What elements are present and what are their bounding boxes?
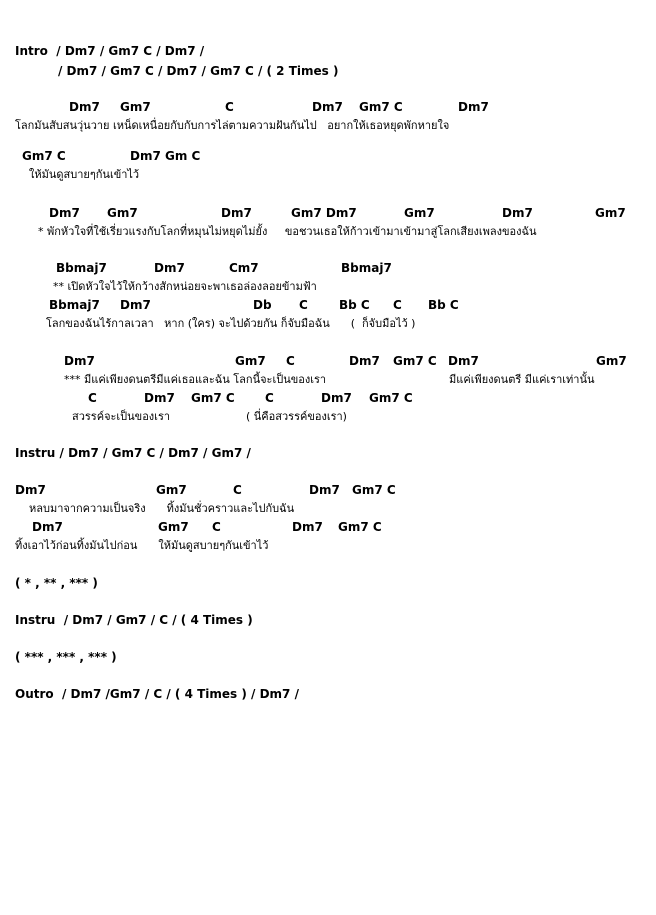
verse-1-lyric-2: ให้มันดูสบายๆกันเข้าไว้ bbox=[29, 168, 140, 181]
chord: Gm7 bbox=[596, 354, 627, 368]
chord: Gm7 bbox=[235, 354, 266, 368]
chord: Gm7 bbox=[107, 206, 138, 220]
outro-line: Outro / Dm7 /Gm7 / C / ( 4 Times ) / Dm7 / bbox=[15, 687, 299, 701]
chord: Gm7 Dm7 bbox=[291, 206, 357, 220]
repeat-sections-2: ( *** , *** , *** ) bbox=[15, 650, 117, 664]
chord: Bbmaj7 bbox=[56, 261, 107, 275]
chord: Dm7 bbox=[321, 391, 352, 405]
chord: Dm7 bbox=[221, 206, 252, 220]
chord: Gm7 C bbox=[369, 391, 413, 405]
chord: Gm7 C bbox=[359, 100, 403, 114]
chord: Dm7 bbox=[458, 100, 489, 114]
intro-line-2: / Dm7 / Gm7 C / Dm7 / Gm7 C / ( 2 Times ) bbox=[58, 64, 339, 78]
chord: Dm7 bbox=[312, 100, 343, 114]
chord: Bb C bbox=[428, 298, 459, 312]
pre-chorus-lyric: * พักหัวใจที่ใช้เรี่ยวแรงกับโลกที่หมุนไม่หยุดไม่ยั้ง ขอชวนเธอให้ก้าวเข้ามาเข้ามาสู่โลกเสียงเพลงของฉัน bbox=[38, 225, 537, 238]
chord: C bbox=[265, 391, 274, 405]
chord: Dm7 bbox=[64, 354, 95, 368]
chord: C bbox=[299, 298, 308, 312]
chord: Dm7 bbox=[154, 261, 185, 275]
chord: Dm7 bbox=[292, 520, 323, 534]
chord: Bbmaj7 bbox=[341, 261, 392, 275]
chord: Dm7 bbox=[69, 100, 100, 114]
chord: C bbox=[88, 391, 97, 405]
bridge-lyric-2: โลกของฉันไร้กาลเวลา หาก (ใคร) จะไปด้วยกัน ก็จับมือฉัน ( ก็จับมือไว้ ) bbox=[46, 317, 416, 330]
chord: Gm7 bbox=[404, 206, 435, 220]
chorus-lyric-2b: ( นี่คือสวรรค์ของเรา) bbox=[246, 410, 347, 423]
chord: Gm7 C bbox=[393, 354, 437, 368]
chord: Gm7 C bbox=[338, 520, 382, 534]
verse-2-lyric-2: ทิ้งเอาไว้ก่อนทิ้งมันไปก่อน ให้มันดูสบายๆกันเข้าไว้ bbox=[15, 539, 269, 552]
instrumental-line-1: Instru / Dm7 / Gm7 C / Dm7 / Gm7 / bbox=[15, 446, 251, 460]
chord: Gm7 bbox=[595, 206, 626, 220]
verse-2-lyric-1: หลบมาจากความเป็นจริง ทิ้งมันชั่วคราวและไปกับฉัน bbox=[29, 502, 295, 515]
chord: Dm7 bbox=[120, 298, 151, 312]
instrumental-line-2: Instru / Dm7 / Gm7 / C / ( 4 Times ) bbox=[15, 613, 253, 627]
chord: Db bbox=[253, 298, 272, 312]
chord: Dm7 bbox=[32, 520, 63, 534]
chord: Gm7 bbox=[156, 483, 187, 497]
intro-line-1: Intro / Dm7 / Gm7 C / Dm7 / bbox=[15, 44, 205, 58]
chord: Gm7 C bbox=[191, 391, 235, 405]
chord: Gm7 C bbox=[22, 149, 66, 163]
chord: Bb C bbox=[339, 298, 370, 312]
chord: Dm7 bbox=[49, 206, 80, 220]
chord: C bbox=[225, 100, 234, 114]
chord: Dm7 bbox=[349, 354, 380, 368]
chord: Dm7 bbox=[144, 391, 175, 405]
chord: C bbox=[286, 354, 295, 368]
chorus-lyric-1b: มีแค่เพียงดนตรี มีแค่เราเท่านั้น bbox=[449, 373, 595, 386]
chord: C bbox=[212, 520, 221, 534]
chord: Dm7 bbox=[448, 354, 479, 368]
bridge-lyric-1: ** เปิดหัวใจไว้ให้กว้างสักหน่อยจะพาเธอล่องลอยข้ามฟ้า bbox=[53, 280, 317, 293]
chord: Dm7 bbox=[502, 206, 533, 220]
chord: Cm7 bbox=[229, 261, 259, 275]
chord: Gm7 C bbox=[352, 483, 396, 497]
repeat-sections-1: ( * , ** , *** ) bbox=[15, 576, 98, 590]
chord: Gm7 bbox=[120, 100, 151, 114]
chord: C bbox=[393, 298, 402, 312]
chord: Dm7 Gm C bbox=[130, 149, 201, 163]
chord: Gm7 bbox=[158, 520, 189, 534]
chord: Bbmaj7 bbox=[49, 298, 100, 312]
chord: C bbox=[233, 483, 242, 497]
chord: Dm7 bbox=[309, 483, 340, 497]
verse-1-lyric-1: โลกมันสับสนวุ่นวาย เหน็ดเหนื่อยกับกับการไล่ตามความฝันกันไป อยากให้เธอหยุดพักหายใจ bbox=[15, 119, 450, 132]
chorus-lyric-2: สวรรค์จะเป็นของเรา bbox=[72, 410, 171, 423]
chorus-lyric-1: *** มีแค่เพียงดนตรีมีแค่เธอและฉัน โลกนี้จะเป็นของเรา bbox=[64, 373, 327, 386]
chord: Dm7 bbox=[15, 483, 46, 497]
